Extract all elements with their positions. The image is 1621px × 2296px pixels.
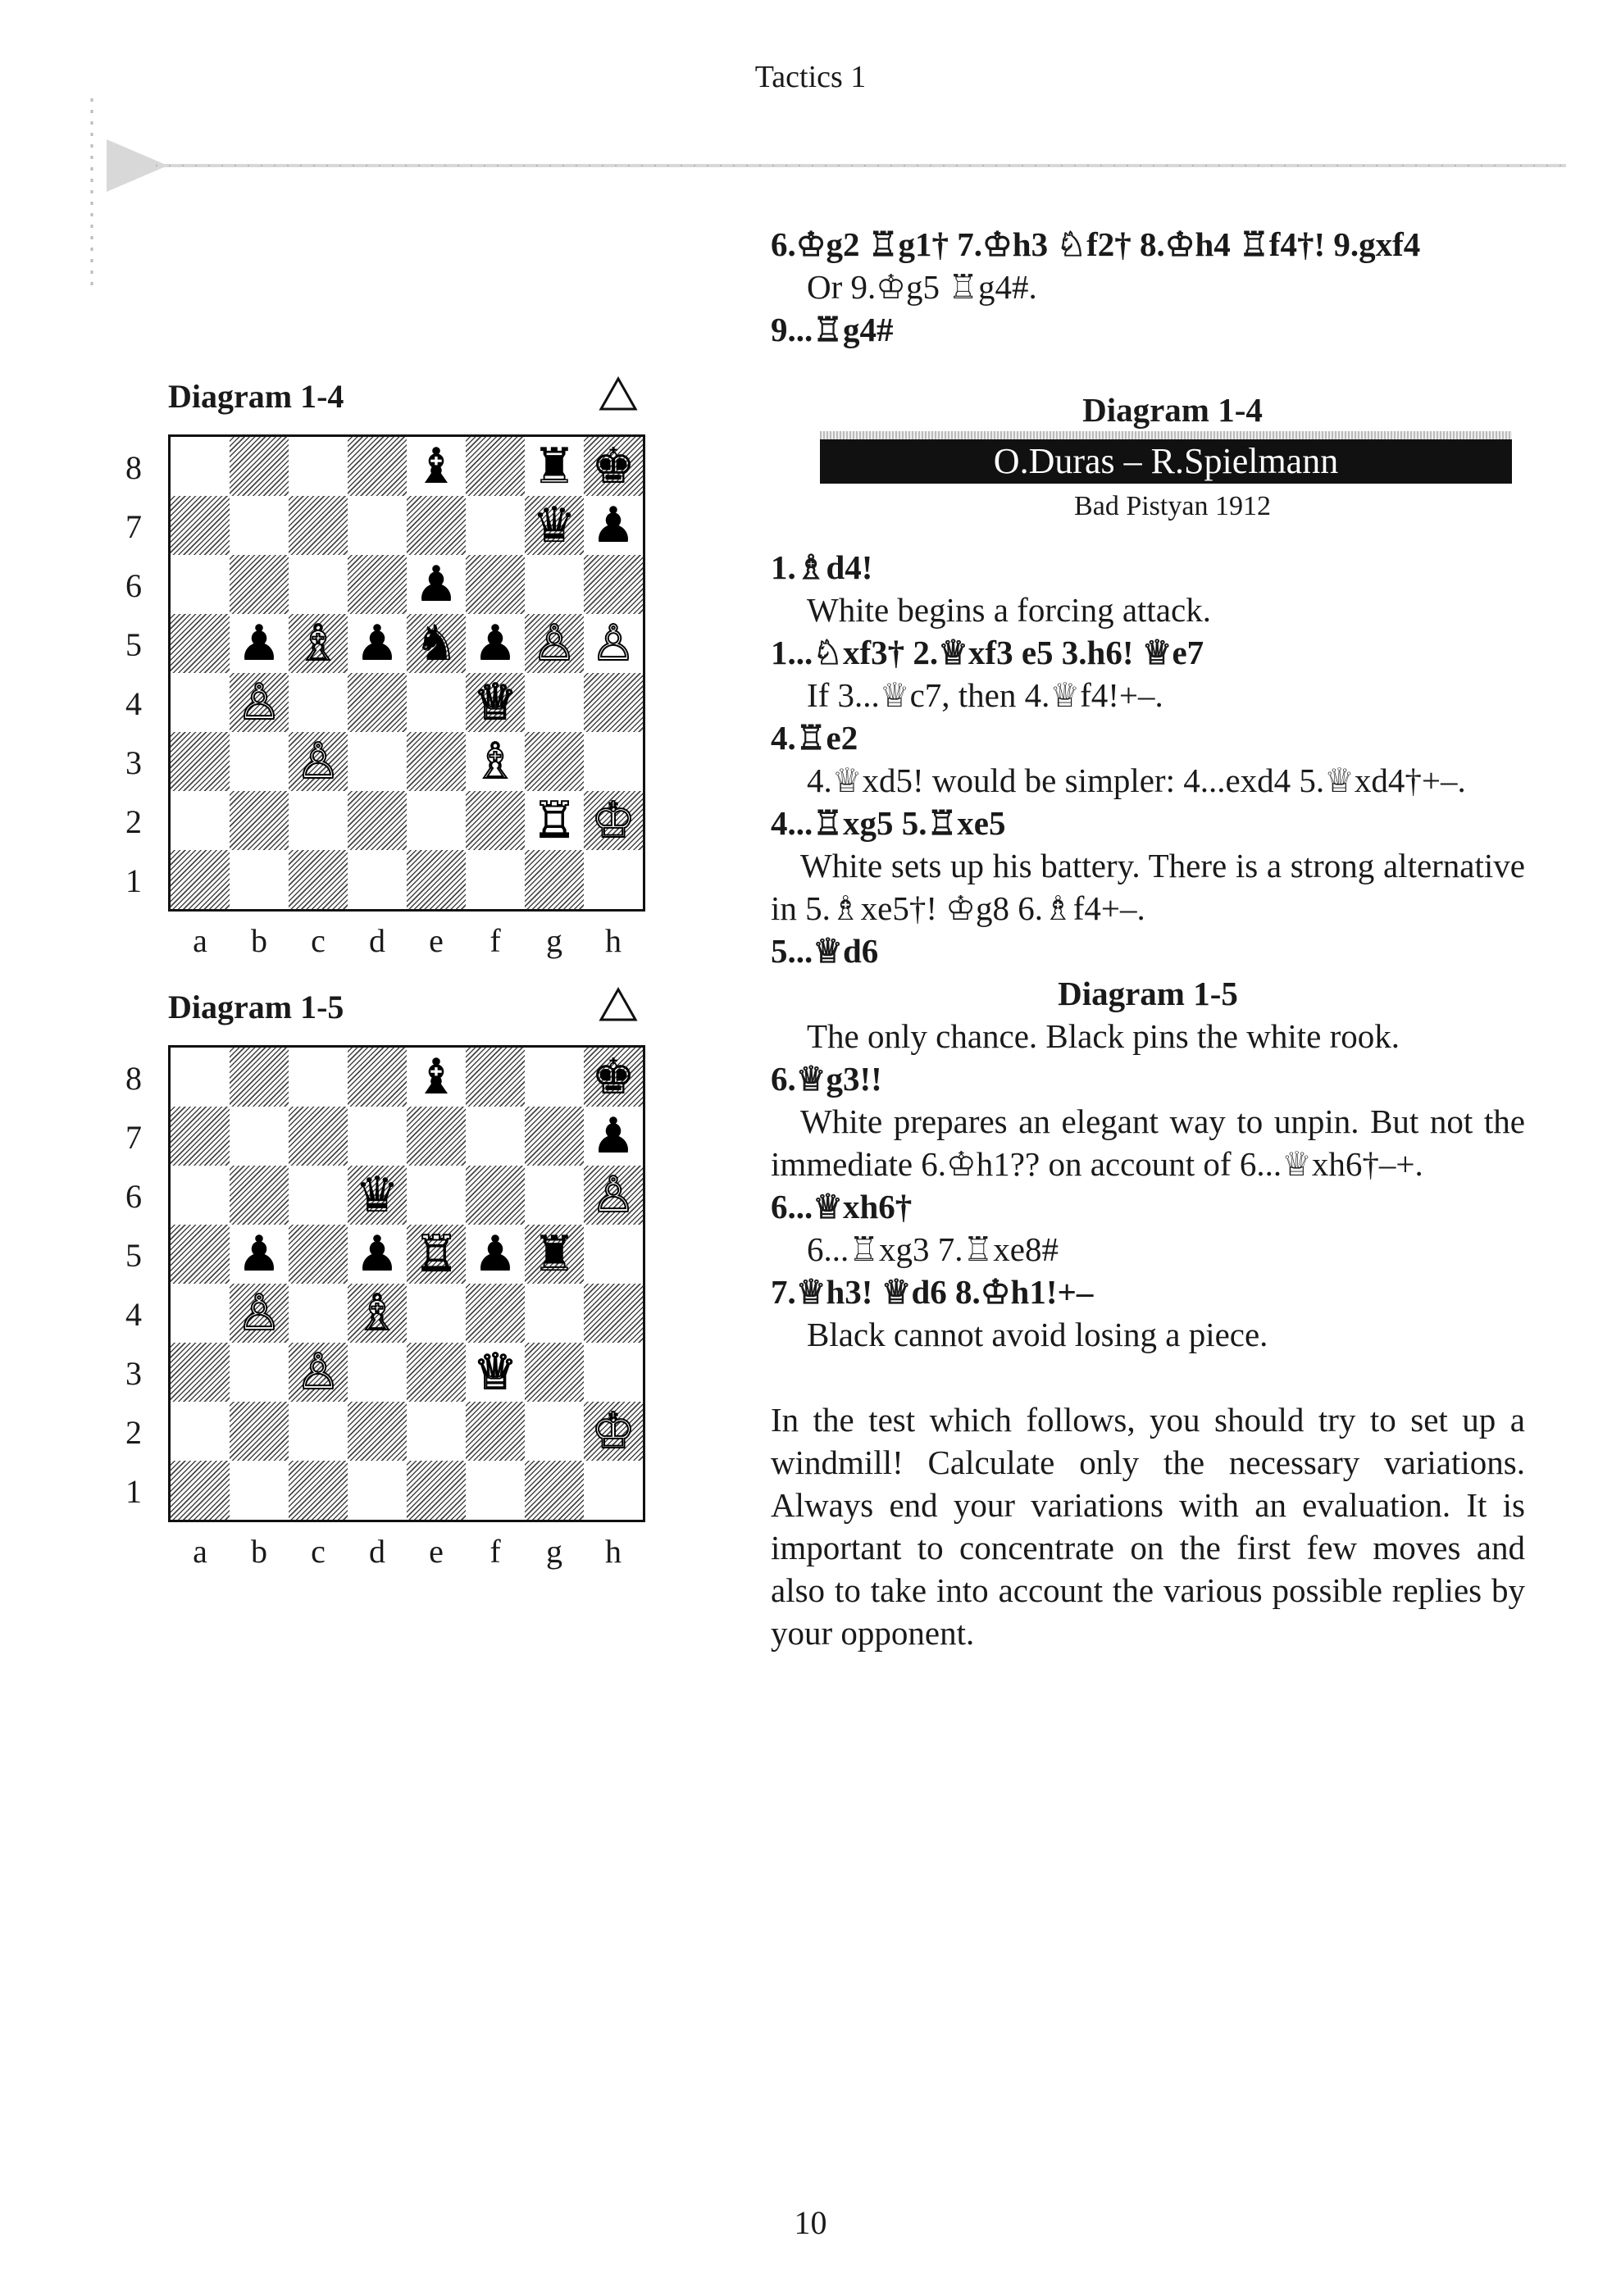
rank-label: 5 bbox=[125, 1237, 142, 1274]
board-square bbox=[171, 1048, 230, 1107]
board-square bbox=[348, 437, 407, 496]
white-to-move-icon bbox=[599, 986, 638, 1022]
board-square bbox=[525, 1107, 584, 1166]
board-square bbox=[407, 791, 466, 850]
board-square bbox=[466, 1284, 525, 1343]
board-square bbox=[230, 1107, 289, 1166]
chess-piece: ♙ bbox=[591, 1166, 635, 1224]
board-square bbox=[584, 1343, 643, 1402]
board-square bbox=[584, 555, 643, 614]
board-square bbox=[525, 1402, 584, 1461]
annotation: The only chance. Black pins the white rook. bbox=[807, 1017, 1400, 1055]
board-square bbox=[584, 1461, 643, 1520]
board-square bbox=[348, 496, 407, 555]
file-label: e bbox=[429, 1533, 444, 1570]
board-square bbox=[525, 1048, 584, 1107]
board-square bbox=[348, 1461, 407, 1520]
board-square bbox=[171, 437, 230, 496]
board-square bbox=[171, 1166, 230, 1225]
header-arrow-decoration bbox=[107, 139, 1566, 197]
chess-piece: ♟ bbox=[355, 615, 399, 672]
board-square bbox=[171, 555, 230, 614]
move-line: 4.♖e2 bbox=[771, 719, 858, 757]
board-square bbox=[348, 1343, 407, 1402]
board-square bbox=[171, 850, 230, 909]
board-square bbox=[289, 1402, 348, 1461]
move-line: 6.♔g2 ♖g1† 7.♔h3 ♘f2† 8.♔h4 ♖f4†! 9.gxf4 bbox=[771, 225, 1421, 263]
board-square bbox=[171, 1107, 230, 1166]
running-header: Tactics 1 bbox=[754, 60, 867, 94]
board-square bbox=[466, 1107, 525, 1166]
file-label: b bbox=[251, 922, 267, 959]
chess-piece: ♗ bbox=[473, 733, 517, 790]
closing-paragraph: In the test which follows, you should try to set up a windmill! Calculate only the necessary variations. Always end your variations with an evaluation. It is important to concentrate on the first few moves and also to take into account the various possible replies by your opponent. bbox=[771, 1401, 1525, 1652]
board-square bbox=[289, 1107, 348, 1166]
right-column-text bbox=[771, 223, 1525, 1654]
board-square bbox=[584, 1284, 643, 1343]
annotation: White begins a forcing attack. bbox=[807, 591, 1211, 629]
board-square bbox=[171, 673, 230, 732]
chess-piece: ♟ bbox=[473, 1225, 517, 1283]
annotation: White sets up his battery. There is a strong alternative in 5.♗xe5†! ♔g8 6.♗f4+–. bbox=[771, 847, 1525, 927]
diagram-1-5-heading: Diagram 1-5 bbox=[1058, 975, 1238, 1012]
chess-piece: ♟ bbox=[414, 556, 458, 613]
file-label: h bbox=[605, 1533, 622, 1570]
board-square bbox=[407, 1343, 466, 1402]
rank-label: 8 bbox=[125, 1060, 142, 1097]
board-square bbox=[584, 673, 643, 732]
rank-label: 2 bbox=[125, 1414, 142, 1451]
chess-piece: ♙ bbox=[296, 733, 340, 790]
board-square bbox=[171, 732, 230, 791]
board-square bbox=[466, 437, 525, 496]
rank-label: 3 bbox=[125, 744, 142, 781]
rank-label: 8 bbox=[125, 449, 142, 486]
rank-label: 4 bbox=[125, 1296, 142, 1333]
board-square bbox=[230, 732, 289, 791]
chess-piece: ♚ bbox=[591, 1048, 635, 1106]
board-square bbox=[289, 496, 348, 555]
file-label: h bbox=[605, 922, 622, 959]
move-line: 7.♕h3! ♕d6 8.♔h1!+– bbox=[771, 1273, 1094, 1311]
board-square bbox=[466, 555, 525, 614]
chess-piece: ♗ bbox=[355, 1284, 399, 1342]
rank-label: 6 bbox=[125, 1178, 142, 1215]
board-square bbox=[525, 1284, 584, 1343]
rank-label: 1 bbox=[125, 1473, 142, 1510]
board-square bbox=[171, 1284, 230, 1343]
chess-piece: ♗ bbox=[296, 615, 340, 672]
chess-piece: ♙ bbox=[237, 1284, 281, 1342]
board-square bbox=[171, 791, 230, 850]
board-square bbox=[525, 1343, 584, 1402]
chess-piece: ♙ bbox=[296, 1344, 340, 1401]
file-label: a bbox=[193, 1533, 207, 1570]
chess-piece: ♜ bbox=[532, 438, 576, 495]
game-event: Bad Pistyan 1912 bbox=[1074, 491, 1271, 521]
board-square bbox=[289, 1225, 348, 1284]
board-square bbox=[289, 1284, 348, 1343]
rank-label: 2 bbox=[125, 803, 142, 840]
board-square bbox=[407, 1166, 466, 1225]
board-square bbox=[171, 1461, 230, 1520]
chess-piece: ♕ bbox=[473, 1344, 517, 1401]
board-square bbox=[289, 1166, 348, 1225]
board-square bbox=[348, 1107, 407, 1166]
board-square bbox=[407, 1107, 466, 1166]
board-square bbox=[230, 1343, 289, 1402]
chess-piece: ♟ bbox=[237, 615, 281, 672]
board-square bbox=[230, 555, 289, 614]
annotation: 4.♕xd5! would be simpler: 4...exd4 5.♕xd4†+–. bbox=[807, 762, 1466, 799]
file-label: a bbox=[193, 922, 207, 959]
annotation: Black cannot avoid losing a piece. bbox=[807, 1316, 1268, 1353]
move-line: 5...♕d6 bbox=[771, 932, 879, 970]
board-square bbox=[230, 1166, 289, 1225]
file-label: f bbox=[489, 1533, 501, 1570]
board-square bbox=[407, 732, 466, 791]
move-line: 6.♕g3!! bbox=[771, 1060, 882, 1098]
board-square bbox=[584, 732, 643, 791]
chess-piece: ♟ bbox=[237, 1225, 281, 1283]
board-square bbox=[289, 791, 348, 850]
file-label: g bbox=[546, 922, 562, 959]
board-square bbox=[289, 1461, 348, 1520]
board-square bbox=[230, 437, 289, 496]
board-square bbox=[407, 1284, 466, 1343]
file-label: f bbox=[489, 922, 501, 959]
rank-label: 7 bbox=[125, 508, 142, 545]
board-square bbox=[407, 673, 466, 732]
chess-piece: ♜ bbox=[532, 1225, 576, 1283]
chess-piece: ♖ bbox=[532, 792, 576, 849]
board-square bbox=[525, 1166, 584, 1225]
annotation: White prepares an elegant way to unpin. But not the immediate 6.♔h1?? on account of 6...♕xh6†–+. bbox=[771, 1103, 1525, 1183]
board-square bbox=[466, 1166, 525, 1225]
board-square bbox=[407, 1461, 466, 1520]
chess-piece: ♙ bbox=[591, 615, 635, 672]
board-square bbox=[466, 1461, 525, 1520]
chess-piece: ♝ bbox=[414, 1048, 458, 1106]
board-square bbox=[348, 555, 407, 614]
board-square bbox=[230, 791, 289, 850]
move-line: 1...♘xf3† 2.♕xf3 e5 3.h6! ♕e7 bbox=[771, 634, 1204, 671]
board-square bbox=[348, 1048, 407, 1107]
rank-label: 1 bbox=[125, 862, 142, 899]
chess-piece: ♔ bbox=[591, 1403, 635, 1460]
board-square bbox=[230, 1048, 289, 1107]
move-line: 4...♖xg5 5.♖xe5 bbox=[771, 804, 1006, 842]
board-square bbox=[348, 1402, 407, 1461]
board-square bbox=[348, 791, 407, 850]
chess-piece: ♞ bbox=[414, 615, 458, 672]
board-square bbox=[466, 1048, 525, 1107]
page-number: 10 bbox=[794, 2204, 827, 2241]
board-square bbox=[525, 555, 584, 614]
chess-piece: ♔ bbox=[591, 792, 635, 849]
annotation: Or 9.♔g5 ♖g4#. bbox=[807, 268, 1037, 306]
chess-piece: ♕ bbox=[473, 674, 517, 731]
board-square bbox=[407, 850, 466, 909]
chess-piece: ♙ bbox=[237, 674, 281, 731]
chess-piece: ♟ bbox=[591, 1107, 635, 1165]
board-square bbox=[171, 1343, 230, 1402]
board-square bbox=[525, 1461, 584, 1520]
diagram-1-5-title: Diagram 1-5 bbox=[168, 989, 344, 1025]
chess-piece: ♟ bbox=[473, 615, 517, 672]
rank-label: 5 bbox=[125, 626, 142, 663]
board-square bbox=[407, 1402, 466, 1461]
board-square bbox=[466, 496, 525, 555]
board-square bbox=[289, 850, 348, 909]
annotation: 6...♖xg3 7.♖xe8# bbox=[807, 1230, 1059, 1268]
board-square bbox=[348, 732, 407, 791]
diagram-1-4-heading: Diagram 1-4 bbox=[1082, 391, 1263, 429]
board-square bbox=[525, 732, 584, 791]
rank-label: 4 bbox=[125, 685, 142, 722]
chess-piece: ♟ bbox=[591, 497, 635, 554]
file-label: c bbox=[311, 922, 326, 959]
white-to-move-icon bbox=[599, 375, 638, 411]
board-square bbox=[348, 850, 407, 909]
file-label: e bbox=[429, 922, 444, 959]
board-square bbox=[230, 1402, 289, 1461]
board-square bbox=[584, 850, 643, 909]
board-square bbox=[171, 496, 230, 555]
board-square bbox=[230, 1461, 289, 1520]
chess-piece: ♚ bbox=[591, 438, 635, 495]
file-label: g bbox=[546, 1533, 562, 1570]
board-square bbox=[171, 614, 230, 673]
board-square bbox=[407, 496, 466, 555]
file-label: b bbox=[251, 1533, 267, 1570]
chess-board-diagram-1-5 bbox=[168, 1045, 645, 1522]
file-label: d bbox=[369, 922, 385, 959]
file-label: d bbox=[369, 1533, 385, 1570]
board-square bbox=[525, 850, 584, 909]
board-square bbox=[171, 1225, 230, 1284]
chess-board-diagram-1-4 bbox=[168, 434, 645, 912]
margin-decoration bbox=[75, 98, 108, 287]
board-square bbox=[466, 850, 525, 909]
rank-label: 6 bbox=[125, 567, 142, 604]
board-square bbox=[289, 1048, 348, 1107]
move-line: 1.♗d4! bbox=[771, 548, 873, 586]
chess-piece: ♝ bbox=[414, 438, 458, 495]
chess-piece: ♖ bbox=[414, 1225, 458, 1283]
chess-piece: ♛ bbox=[355, 1166, 399, 1224]
board-square bbox=[584, 1225, 643, 1284]
move-line: 9...♖g4# bbox=[771, 311, 894, 348]
board-square bbox=[230, 850, 289, 909]
move-line: 6...♕xh6† bbox=[771, 1188, 913, 1225]
board-square bbox=[525, 673, 584, 732]
file-label: c bbox=[311, 1533, 326, 1570]
board-square bbox=[289, 437, 348, 496]
rank-label: 3 bbox=[125, 1355, 142, 1392]
board-square bbox=[466, 1402, 525, 1461]
chess-piece: ♟ bbox=[355, 1225, 399, 1283]
board-square bbox=[289, 555, 348, 614]
chess-piece: ♙ bbox=[532, 615, 576, 672]
annotation: If 3...♕c7, then 4.♕f4!+–. bbox=[807, 676, 1163, 714]
diagram-1-4-title: Diagram 1-4 bbox=[168, 378, 344, 415]
board-square bbox=[466, 791, 525, 850]
game-title-banner: O.Duras – R.Spielmann bbox=[820, 439, 1512, 484]
chess-piece: ♛ bbox=[532, 497, 576, 554]
board-square bbox=[230, 496, 289, 555]
board-square bbox=[289, 673, 348, 732]
board-square bbox=[171, 1402, 230, 1461]
rank-label: 7 bbox=[125, 1119, 142, 1156]
board-square bbox=[348, 673, 407, 732]
